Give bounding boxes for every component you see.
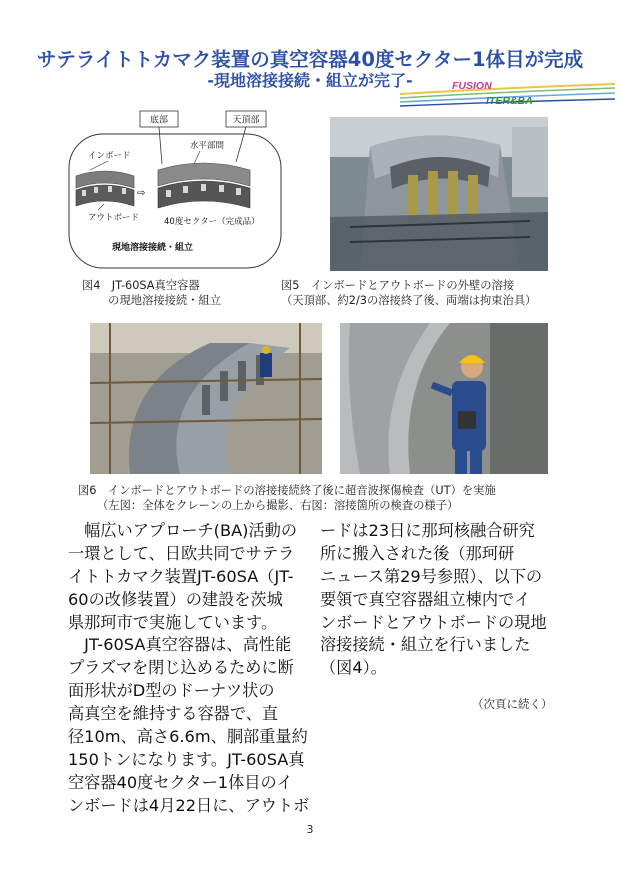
- arrow-glyph: ⇨: [137, 188, 146, 199]
- label-assembly: 現地溶接接続・組立: [112, 243, 194, 253]
- text-line: ニュース第29号参照）、以下の: [320, 566, 543, 586]
- text-line: （図4）。: [320, 658, 387, 678]
- label-bottom: 底部: [149, 115, 169, 126]
- label-horizontal: 水平部間: [190, 141, 225, 151]
- fusion-tag: FUSION: [452, 80, 492, 92]
- figure4-caption-line1: 図4 JT-60SA真空容器: [82, 279, 200, 292]
- text-line: 径10m、高さ6.6m、胴部重量約: [68, 727, 308, 747]
- figure6-right-photo: [340, 323, 548, 474]
- figure5-caption-line1: 図5 インボードとアウトボードの外壁の溶接: [281, 279, 515, 292]
- figure6-caption-line1: 図6 インボードとアウトボードの溶接接続終了後に超音波探傷検査（UT）を実施: [78, 484, 496, 497]
- text-line: JT-60SA真空容器は、高性能: [68, 635, 292, 655]
- label-top: 天頂部: [232, 115, 260, 126]
- text-line: 空容器40度セクター1体目のイ: [68, 772, 293, 792]
- figure5-caption-line2: （天頂部、約2/3の溶接終了後、両端は拘束治具）: [281, 294, 537, 307]
- label-outboard: アウトボード: [88, 213, 140, 223]
- text-line: 面形状がD型のドーナツ状の: [68, 681, 275, 701]
- continued-note: （次頁に続く）: [472, 697, 553, 711]
- article-title: サテライトトカマク装置の真空容器40度セクター1体目が完成: [36, 48, 584, 71]
- article-right-column: [320, 520, 547, 680]
- text-line: ンボードは4月22日に、アウトボ: [68, 795, 310, 815]
- text-line: 県那珂市で実施しています。: [68, 612, 278, 632]
- text-line: 一環として、日欧共同でサテラ: [68, 543, 295, 563]
- text-line: 所に搬入された後（那珂研: [320, 543, 515, 563]
- text-line: イトトカマク装置JT-60SA（JT-: [68, 566, 294, 586]
- text-line: 溶接接続・組立を行いました: [320, 635, 531, 655]
- label-inboard: インボード: [88, 151, 131, 161]
- figure6-caption-line2: （左図：全体をクレーンの上から撮影、右図：溶接箇所の検査の様子）: [97, 499, 459, 512]
- article-subtitle: -現地溶接接続・組立が完了-: [207, 71, 413, 90]
- page-number: 3: [306, 823, 314, 836]
- label-sector: 40度セクター（完成品）: [164, 217, 260, 227]
- text-line: 幅広いアプローチ(BA)活動の: [68, 521, 298, 540]
- text-line: ンボードとアウトボードの現地: [320, 612, 547, 632]
- text-line: ードは23日に那珂核融合研究: [320, 521, 535, 540]
- article-left-column: [68, 520, 309, 818]
- text-line: プラズマを閉じ込めるために断: [68, 658, 294, 678]
- figure4-caption-line2: の現地溶接接続・組立: [82, 294, 222, 307]
- iter-ba-tag: ITER&BA: [486, 95, 533, 107]
- text-line: 60の改修装置）の建設を茨城: [68, 589, 283, 609]
- figure4-diagram: [68, 110, 282, 270]
- figure6-left-photo: [90, 323, 322, 474]
- text-line: 150トンになります。JT-60SA真: [68, 749, 305, 769]
- text-line: 要領で真空容器組立棟内でイ: [320, 589, 531, 609]
- text-line: 高真空を維持する容器で、直: [68, 704, 279, 724]
- figure5-photo: [330, 117, 548, 271]
